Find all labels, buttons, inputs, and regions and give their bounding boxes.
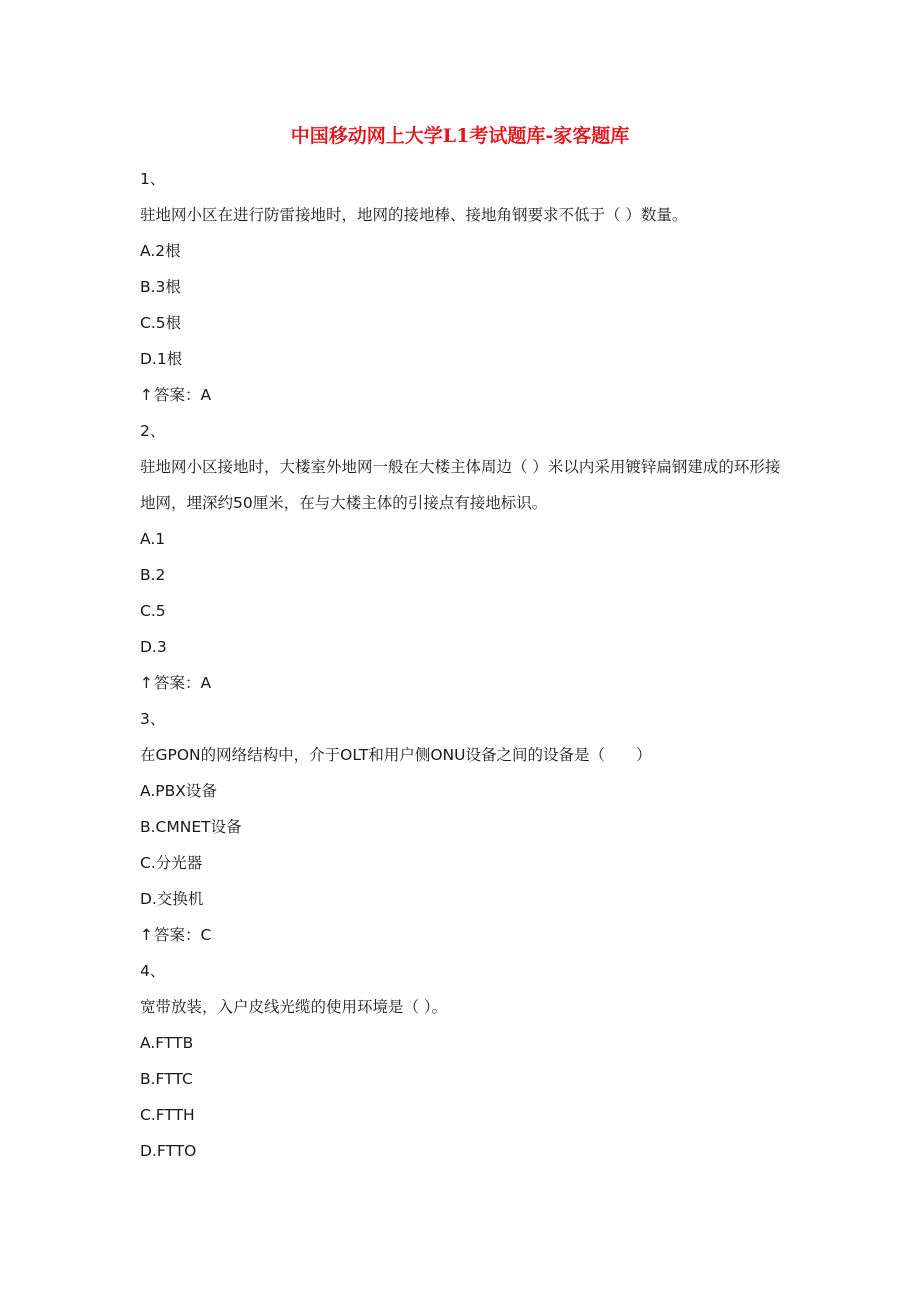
answer-value: A [200,674,212,692]
option-c: C.FTTH [140,1106,195,1124]
option-b: B.3根 [140,278,181,296]
question-text: 驻地网小区在进行防雷接地时，地网的接地棒、接地角钢要求不低于（ ）数量。 [140,206,688,224]
answer-line [140,671,790,695]
question-number: 3、 [140,710,166,728]
question-text: 宽带放装，入户皮线光缆的使用环境是（ ）。 [140,998,448,1016]
question-text: 在GPON的网络结构中，介于OLT和用户侧ONU设备之间的设备是（ ） [140,746,652,764]
document-title: 中国移动网上大学L1考试题库-家客题库 [290,125,630,147]
option-d: D.1根 [140,350,183,368]
option-c: C.分光器 [140,854,203,872]
question-number: 1、 [140,170,166,188]
up-arrow-icon: ↑ [140,674,153,692]
question-block [140,419,790,695]
option-b: B.FTTC [140,1070,193,1088]
question-list [140,167,790,1175]
answer-line [140,383,790,407]
question-text: 驻地网小区接地时，大楼室外地网一般在大楼主体周边（ ）米以内采用镀锌扁钢建成的环形接地网，埋深约50厘米，在与大楼主体的引接点有接地标识。 [140,458,781,512]
option-a: A.FTTB [140,1034,194,1052]
up-arrow-icon: ↑ [140,386,153,404]
option-b: B.CMNET设备 [140,818,242,836]
option-b: B.2 [140,566,166,584]
option-d: D.FTTO [140,1142,197,1160]
option-c: C.5根 [140,314,182,332]
option-a: A.PBX设备 [140,782,217,800]
option-a: A.1 [140,530,166,548]
option-a: A.2根 [140,242,181,260]
option-d: D.交换机 [140,890,204,908]
question-number: 4、 [140,962,166,980]
answer-prefix: 答案： [154,674,201,692]
question-block [140,167,790,407]
question-number: 2、 [140,422,166,440]
question-block [140,959,790,1163]
option-d: D.3 [140,638,167,656]
up-arrow-icon: ↑ [140,926,153,944]
question-block [140,707,790,947]
answer-prefix: 答案： [154,386,201,404]
answer-line [140,923,790,947]
answer-value: A [200,386,212,404]
option-c: C.5 [140,602,166,620]
answer-value: C [200,926,212,944]
answer-prefix: 答案： [154,926,201,944]
